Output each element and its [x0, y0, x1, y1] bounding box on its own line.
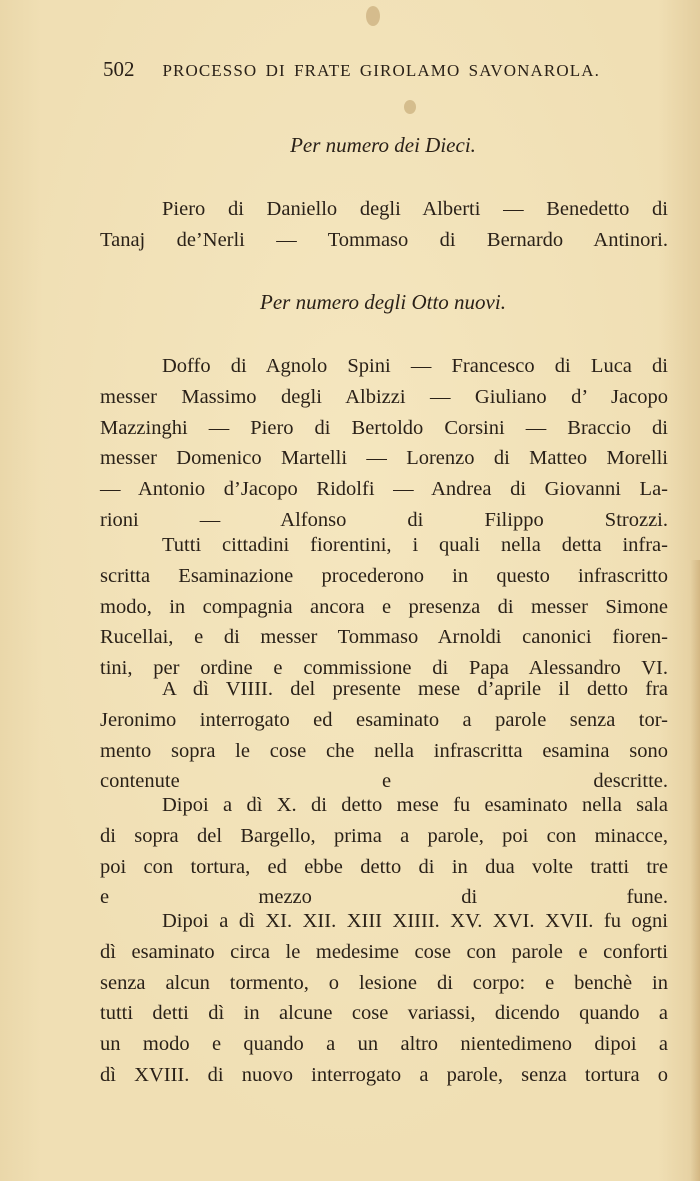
- text-line: messer Massimo degli Albizzi — Giuliano d’ Jacopo: [100, 385, 668, 408]
- section-body: [100, 351, 668, 536]
- text-line: Jeronimo interrogato ed esaminato a parole senza tor-: [100, 708, 668, 731]
- text-line: rioni — Alfonso di Filippo Strozzi.: [100, 508, 668, 531]
- paragraph: [100, 674, 668, 797]
- paragraph: [100, 906, 668, 1091]
- text-line: senza alcun tormento, o lesione di corpo: e benchè in: [100, 971, 668, 994]
- text-line: A dì VIIII. del presente mese d’aprile il detto fra: [162, 678, 668, 700]
- section-heading: Per numero dei Dieci.: [290, 133, 476, 157]
- text-line: messer Domenico Martelli — Lorenzo di Matteo Morelli: [100, 447, 668, 470]
- text-line: e mezzo di fune.: [100, 886, 668, 909]
- text-line: modo, in compagnia ancora e presenza di messer Simone: [100, 595, 668, 618]
- page-edge-shadow: [690, 560, 700, 1181]
- text-line: Dipoi a dì X. di detto mese fu esaminato nella sala: [162, 794, 668, 816]
- text-line: Tanaj de’Nerli — Tommaso di Bernardo Antinori.: [100, 228, 668, 251]
- paragraph: [100, 790, 668, 913]
- text-line: tutti detti dì in alcune cose variassi, dicendo quando a: [100, 1002, 668, 1025]
- ink-spot: [404, 100, 416, 114]
- running-head: [103, 57, 613, 83]
- section-body: [100, 194, 668, 256]
- text-line: Rucellai, e di messer Tommaso Arnoldi canonici fioren-: [100, 626, 668, 649]
- text-line: Dipoi a dì XI. XII. XIII XIIII. XV. XVI. XVII. fu ogni: [162, 910, 668, 932]
- text-line: Tutti cittadini fiorentini, i quali nella detta infra-: [162, 534, 668, 556]
- text-line: tini, per ordine e commissione di Papa Alessandro VI.: [100, 657, 668, 680]
- text-line: dì XVIII. di nuovo interrogato a parole, senza tortura o: [100, 1063, 668, 1086]
- section-heading: Per numero degli Otto nuovi.: [260, 290, 506, 314]
- text-line: scritta Esaminazione procederono in questo infrascritto: [100, 564, 668, 587]
- text-line: di sopra del Bargello, prima a parole, poi con minacce,: [100, 824, 668, 847]
- text-line: poi con tortura, ed ebbe detto di in dua volte tratti tre: [100, 855, 668, 878]
- text-line: un modo e quando a un altro nientedimeno dipoi a: [100, 1033, 668, 1056]
- ink-spot: [366, 6, 380, 26]
- text-line: contenute e descritte.: [100, 770, 668, 793]
- text-line: mento sopra le cose che nella infrascritta esamina sono: [100, 739, 668, 762]
- text-line: Piero di Daniello degli Alberti — Benedetto di: [162, 198, 668, 220]
- text-line: — Antonio d’Jacopo Ridolfi — Andrea di Giovanni La-: [100, 478, 668, 501]
- paragraph: [100, 530, 668, 684]
- text-line: Mazzinghi — Piero di Bertoldo Corsini — Braccio di: [100, 416, 668, 439]
- page-number: 502: [103, 57, 135, 81]
- running-head-title: PROCESSO DI FRATE GIROLAMO SAVONAROLA.: [162, 61, 600, 80]
- text-line: dì esaminato circa le medesime cose con parole e conforti: [100, 940, 668, 963]
- text-line: Doffo di Agnolo Spini — Francesco di Luca di: [162, 355, 668, 377]
